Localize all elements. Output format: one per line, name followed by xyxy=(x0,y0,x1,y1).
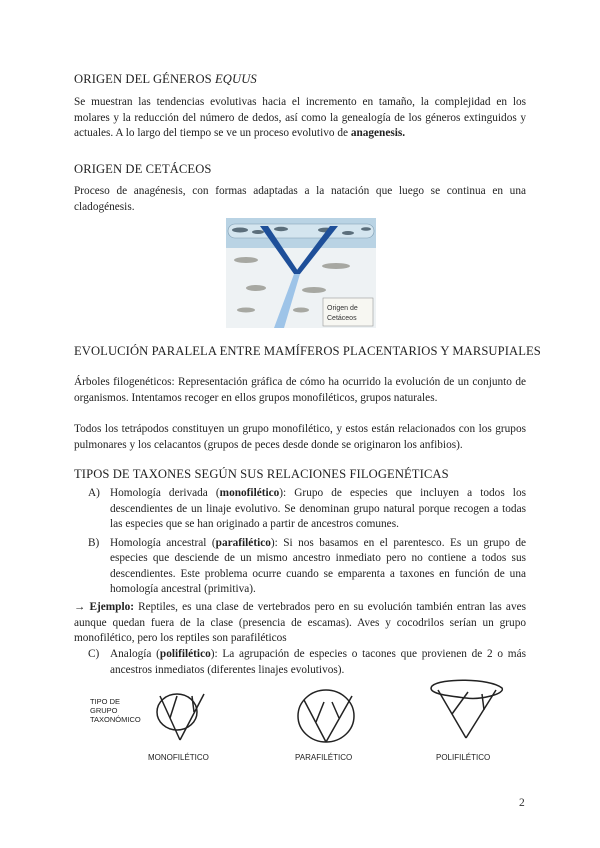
diagram-label-tipo-1: TIPO DE xyxy=(90,697,121,706)
diagram-label-tipo-3: TAXONÓMICO xyxy=(90,715,141,724)
page-number: 2 xyxy=(519,797,525,809)
cetacean-origin-figure xyxy=(226,218,376,328)
paragraph-cetaceos: Proceso de anagénesis, con formas adaptadas a la natación que luego se continua en una cladogénesis. xyxy=(74,185,526,213)
section-title-cetaceos: ORIGEN DE CETÁCEOS xyxy=(74,162,212,176)
paragraph-arboles: Árboles filogenéticos: Representación gráfica de cómo ha ocurrido la evolución de un conjunto de organismos. Intentamos recoger en ellos grupos monofiléticos, grupos naturales. xyxy=(74,376,526,404)
diagram-label-poli: POLIFILÉTICO xyxy=(436,753,491,762)
diagram-label-mono: MONOFILÉTICO xyxy=(148,753,209,762)
taxon-types-list xyxy=(74,486,526,601)
section-title-equus: ORIGEN DEL GÉNEROS EQUUS xyxy=(74,72,257,86)
bold-anagenesis: anagenesis. xyxy=(350,127,406,139)
paragraph-ejemplo: → Ejemplo: Reptiles, es una clase de vertebrados pero en su evolución también entran las aves aunque quedan fuera de la clase (presencia de escamas). Aves y cocodrilos serían un grupo monofilético, pero los reptiles son parafiléticos xyxy=(74,601,526,644)
list-item-parafiletico: B) Homología ancestral (parafilético): Si nos basamos en el parentesco. Es un grupo de especies que desciende de un mismo ancestro inmediato pero no contiene a todos sus descendientes. Este problema ocurre cuando se emparenta a taxones en función de una homología ancestral (primitiva). xyxy=(88,536,526,595)
bold-ejemplo: Ejemplo: xyxy=(89,601,134,613)
monophyletic-diagram xyxy=(157,694,204,740)
polyphyletic-diagram xyxy=(431,680,502,738)
paraphyletic-diagram xyxy=(298,690,354,742)
paragraph-equus: Se muestran las tendencias evolutivas hacia el incremento en tamaño, la complejidad en los molares y la reducción del número de dedos, así como la genealogía de los géneros extinguidos y actuales. A lo largo del tiempo se ve un proceso evolutivo de anagenesis. xyxy=(74,96,526,139)
diagram-label-tipo-2: GRUPO xyxy=(90,706,118,715)
figure-label-line-2: Cetáceos xyxy=(327,315,357,322)
section-title-paralela: EVOLUCIÓN PARALELA ENTRE MAMÍFEROS PLACENTARIOS Y MARSUPIALES xyxy=(74,344,541,358)
diagram-label-para: PARAFILÉTICO xyxy=(295,753,353,762)
taxonomic-group-diagram xyxy=(90,676,530,770)
title-italic-equus: EQUUS xyxy=(215,72,257,86)
paragraph-tetrapodos: Todos los tetrápodos constituyen un grupo monofilético, y estos están relacionados con los grupos pulmonares y los celacantos (grupos de peces desde donde se originaron los anfibios). xyxy=(74,423,526,451)
list-item-monofiletico: A) Homología derivada (monofilético): Grupo de especies que incluyen a todos los descendientes de un linaje evolutivo. Se denominan grupo natural porque recogen a todas las especies que se han originado a partir de ancestros comunes. xyxy=(88,487,526,530)
figure-label-line-1: Origen de xyxy=(327,305,358,312)
list-item-polifiletico: C) Analogía (polifilético): La agrupación de especies o tacones que provienen de 2 o más ancestros inmediatos (diferentes linajes evolutivos). xyxy=(88,648,526,676)
section-title-taxones: TIPOS DE TAXONES SEGÚN SUS RELACIONES FILOGENÉTICAS xyxy=(74,467,449,481)
